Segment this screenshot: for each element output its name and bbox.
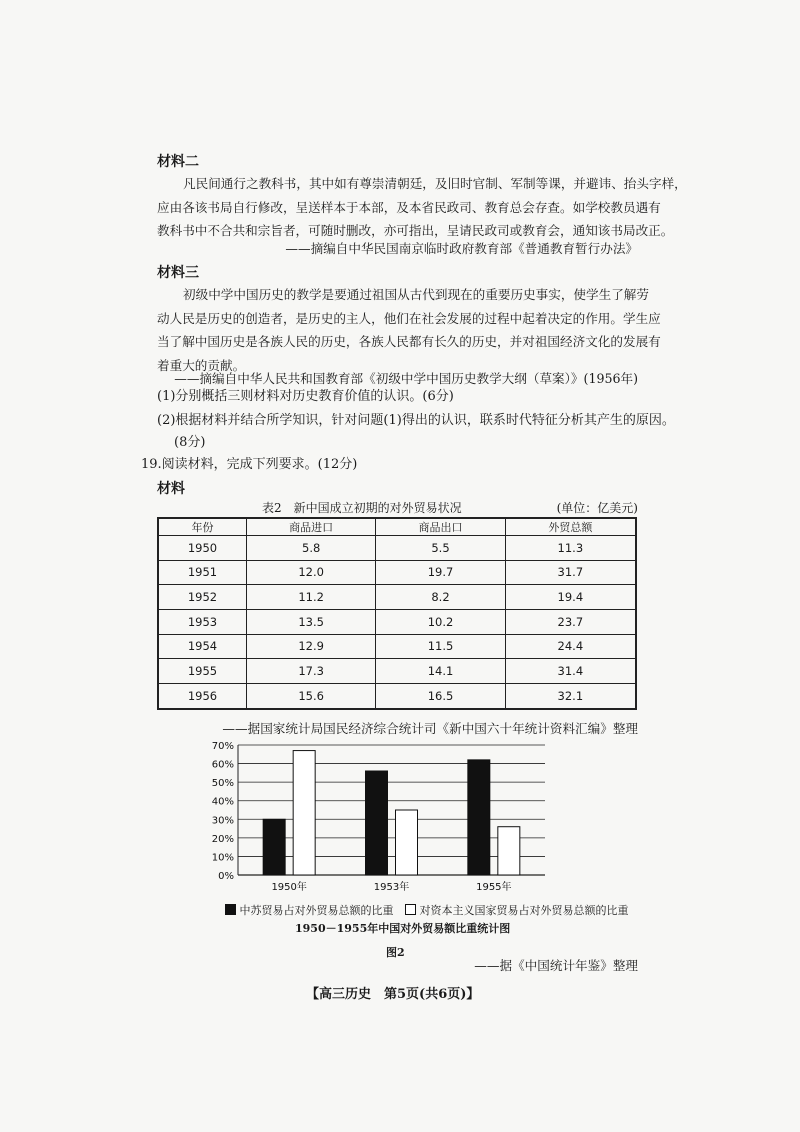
material2-text	[157, 172, 687, 243]
table-header-export: 商品出口	[376, 518, 505, 536]
x-tick-label: 1955年	[476, 882, 512, 893]
chart-source: ——据《中国统计年鉴》整理	[474, 958, 638, 973]
table-row	[158, 585, 636, 610]
y-tick-label: 30%	[211, 815, 234, 827]
table-cell: 5.5	[376, 536, 505, 561]
trade-share-bar-chart	[200, 735, 560, 897]
table-cell: 17.3	[246, 659, 375, 684]
chart-title: 1950－1955年中国对外贸易额比重统计图	[295, 922, 511, 935]
material3-text	[157, 283, 661, 377]
material2-line-1: 凡民间通行之教科书，其中如有尊崇清朝廷，及旧时官制、军制等课，并避讳、抬头字样，	[183, 176, 687, 191]
question18-part2-score: (8分)	[174, 435, 206, 450]
y-tick-label: 20%	[211, 833, 234, 845]
y-tick-label: 0%	[218, 871, 234, 882]
bar-capitalist	[293, 751, 315, 875]
table-cell: 13.5	[246, 609, 375, 634]
table-row	[158, 634, 636, 659]
table-header-year: 年份	[158, 518, 246, 536]
question18-part1: (1)分别概括三则材料对历史教育价值的认识。(6分)	[157, 389, 454, 404]
table-cell: 19.7	[376, 560, 505, 585]
table-cell: 11.5	[376, 634, 505, 659]
table-cell: 1950	[158, 536, 246, 561]
question18-part2: (2)根据材料并结合所学知识，针对问题(1)得出的认识，联系时代特征分析其产生的原因。	[157, 413, 675, 428]
x-tick-label: 1953年	[373, 882, 410, 893]
table-cell: 23.7	[505, 609, 636, 634]
y-tick-label: 60%	[211, 759, 234, 771]
material3-source: ——摘编自中华人民共和国教育部《初级中学中国历史教学大纲（草案）》(1956年)	[174, 371, 638, 386]
table-row	[158, 659, 636, 684]
table-cell: 24.4	[505, 634, 636, 659]
legend-swatch-soviet	[225, 904, 236, 915]
material2-line-3: 教科书中不合共和宗旨者，可随时删改，亦可指出，呈请民政司或教育会，通知该书局改正。	[157, 223, 674, 238]
table-cell: 31.7	[505, 560, 636, 585]
table-cell: 5.8	[246, 536, 375, 561]
material3-line-1: 初级中学中国历史的教学是要通过祖国从古代到现在的重要历史事实，使学生了解劳	[183, 287, 649, 302]
table-row	[158, 683, 636, 709]
trade-table	[157, 517, 637, 710]
chart-legend	[225, 902, 629, 918]
table-cell: 11.2	[246, 585, 375, 610]
x-tick-label: 1950年	[271, 882, 307, 893]
table-cell: 31.4	[505, 659, 636, 684]
question19-material-label: 材料	[157, 481, 185, 497]
table-cell: 1955	[158, 659, 246, 684]
legend-label-soviet: 中苏贸易占对外贸易总额的比重	[239, 904, 394, 917]
table-cell: 8.2	[376, 585, 505, 610]
y-tick-label: 10%	[211, 852, 234, 864]
table-source: ——据国家统计局国民经济综合统计司《新中国六十年统计资料汇编》整理	[222, 721, 638, 736]
table-cell: 1951	[158, 560, 246, 585]
table-cell: 15.6	[246, 683, 375, 709]
material2-source: ——摘编自中华民国南京临时政府教育部《普通教育暂行办法》	[285, 241, 638, 256]
table-title: 表2 新中国成立初期的对外贸易状况	[262, 501, 462, 515]
material3-heading: 材料三	[157, 265, 199, 281]
table-cell: 1956	[158, 683, 246, 709]
table-cell: 12.0	[246, 560, 375, 585]
question19-stem: 19.阅读材料，完成下列要求。(12分)	[141, 457, 358, 472]
table-cell: 32.1	[505, 683, 636, 709]
bar-soviet	[263, 819, 285, 875]
table-cell: 1954	[158, 634, 246, 659]
y-tick-label: 40%	[211, 796, 234, 808]
table-header-import: 商品进口	[246, 518, 375, 536]
material2-heading: 材料二	[157, 154, 199, 170]
material3-line-3: 当了解中国历史是各族人民的历史，各族人民都有长久的历史，并对祖国经济文化的发展有	[157, 334, 661, 349]
table-row	[158, 609, 636, 634]
table-cell: 1952	[158, 585, 246, 610]
table-unit: (单位：亿美元)	[556, 501, 638, 515]
table-row	[158, 536, 636, 561]
page-footer: 【高三历史 第5页(共6页)】	[306, 987, 480, 1002]
bar-soviet	[366, 771, 388, 875]
table-cell: 1953	[158, 609, 246, 634]
table-header-total: 外贸总额	[505, 518, 636, 536]
bar-soviet	[468, 760, 490, 875]
table-cell: 14.1	[376, 659, 505, 684]
table-cell: 16.5	[376, 683, 505, 709]
table-header-row	[158, 518, 636, 536]
material3-line-2: 动人民是历史的创造者，是历史的主人，他们在社会发展的过程中起着决定的作用。学生应	[157, 310, 661, 326]
table-cell: 11.3	[505, 536, 636, 561]
y-tick-label: 50%	[211, 778, 234, 790]
y-tick-label: 70%	[211, 741, 234, 752]
legend-swatch-capitalist	[405, 904, 416, 915]
material3-line-4: 着重大的贡献。	[157, 357, 246, 373]
table-row	[158, 560, 636, 585]
bar-capitalist	[498, 827, 520, 875]
table-cell: 12.9	[246, 634, 375, 659]
material2-line-2: 应由各该书局自行修改，呈送样本于本部，及本省民政司、教育总会存查。如学校教员遇有	[157, 199, 661, 215]
legend-label-capitalist: 对资本主义国家贸易占对外贸易总额的比重	[419, 904, 629, 917]
table-cell: 10.2	[376, 609, 505, 634]
figure-label: 图2	[386, 946, 405, 959]
bar-capitalist	[396, 810, 418, 875]
table-cell: 19.4	[505, 585, 636, 610]
